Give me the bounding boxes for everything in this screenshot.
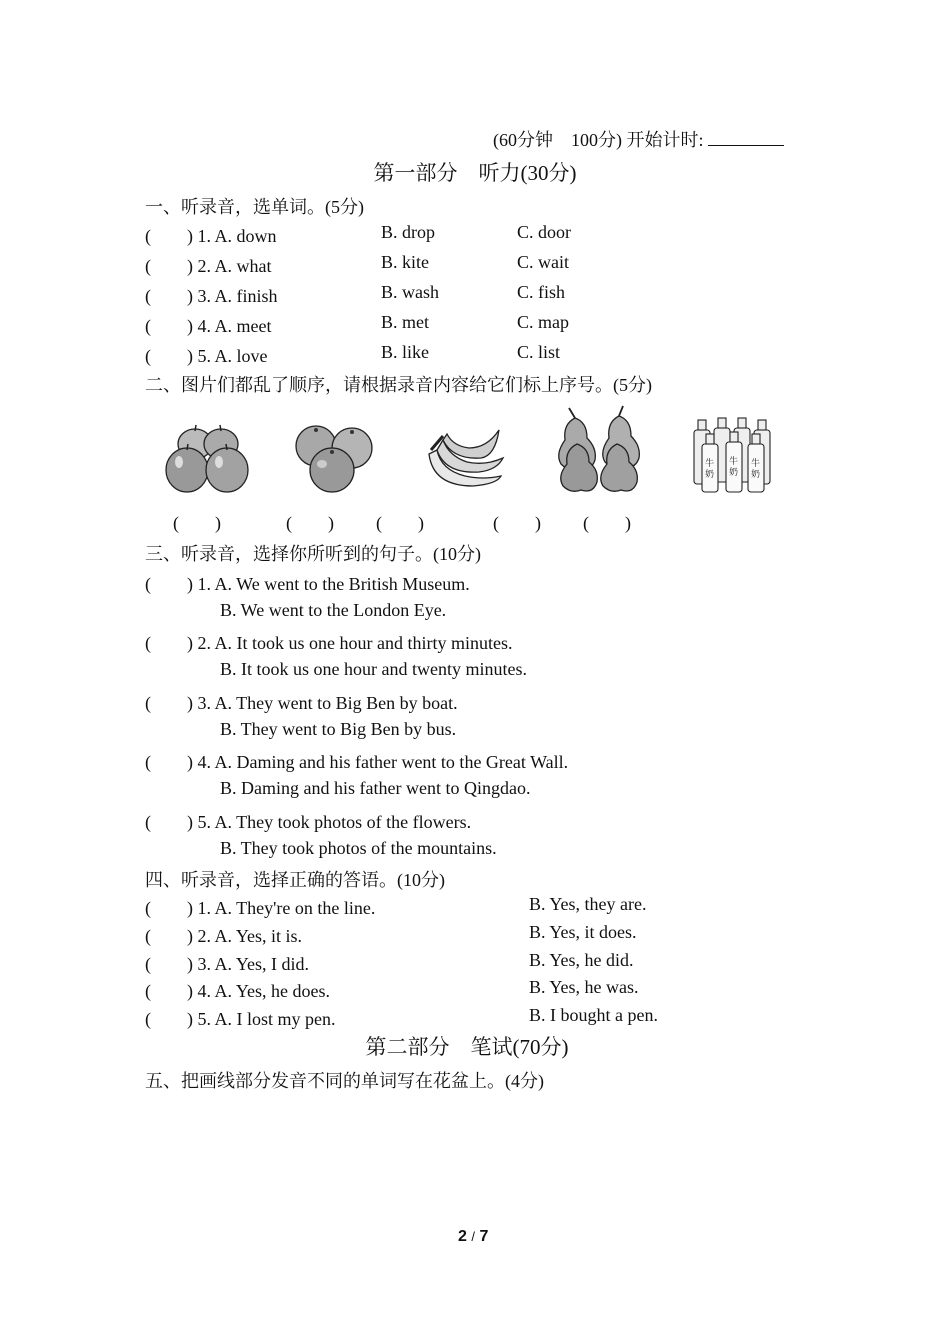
s3-q2-b: B. It took us one hour and twenty minutes. bbox=[220, 659, 527, 679]
s4-q3-a[interactable]: ( ) 3. A. Yes, I did. bbox=[145, 954, 310, 974]
s2-blank-4[interactable]: ( ) bbox=[493, 513, 541, 533]
s4-q4-b: B. Yes, he was. bbox=[529, 977, 639, 997]
s3-q5-b: B. They took photos of the mountains. bbox=[220, 838, 497, 858]
s2-blank-1[interactable]: ( ) bbox=[173, 513, 221, 533]
s2-blank-3[interactable]: ( ) bbox=[376, 513, 424, 533]
s1-q3[interactable]: ( ) 3. A. finish bbox=[145, 286, 278, 306]
s4-q4-a[interactable]: ( ) 4. A. Yes, he does. bbox=[145, 981, 331, 1001]
page-current: 2 bbox=[458, 1228, 467, 1245]
oranges-picture bbox=[290, 422, 376, 496]
part1-title: 第一部分 听力(30分) bbox=[373, 161, 577, 185]
s1-q1-b: B. drop bbox=[381, 222, 435, 242]
s1-q4-c: C. map bbox=[517, 312, 569, 332]
time-score-label: (60分钟 100分) 开始计时: bbox=[493, 130, 708, 150]
s3-title: 三、听录音，选择你所听到的句子。(10分) bbox=[145, 544, 481, 564]
page-separator: / bbox=[471, 1229, 475, 1244]
s1-q2-b: B. kite bbox=[381, 252, 429, 272]
s4-q3-b: B. Yes, he did. bbox=[529, 950, 634, 970]
page-total: 7 bbox=[479, 1228, 489, 1245]
svg-text:奶: 奶 bbox=[705, 470, 715, 480]
s3-q1-a[interactable]: ( ) 1. A. We went to the British Museum. bbox=[145, 574, 470, 594]
s2-blank-2[interactable]: ( ) bbox=[286, 513, 334, 533]
s3-q1-b: B. We went to the London Eye. bbox=[220, 600, 447, 620]
page-number bbox=[458, 1228, 488, 1246]
s4-q2-a[interactable]: ( ) 2. A. Yes, it is. bbox=[145, 926, 303, 946]
pears-picture bbox=[553, 404, 641, 496]
svg-text:牛: 牛 bbox=[729, 457, 739, 467]
exam-header bbox=[493, 126, 784, 152]
s1-q5-c: C. list bbox=[517, 342, 561, 362]
s3-q4-b: B. Daming and his father went to Qingdao. bbox=[220, 778, 531, 798]
milk-bottles-picture bbox=[688, 414, 776, 496]
s1-q2[interactable]: ( ) 2. A. what bbox=[145, 256, 272, 276]
s4-q1-b: B. Yes, they are. bbox=[529, 894, 647, 914]
svg-text:奶: 奶 bbox=[729, 468, 739, 478]
s4-title: 四、听录音，选择正确的答语。(10分) bbox=[145, 870, 445, 890]
s1-q4[interactable]: ( ) 4. A. meet bbox=[145, 316, 272, 336]
bananas-picture bbox=[423, 424, 509, 494]
s1-q2-c: C. wait bbox=[517, 252, 569, 272]
s3-q3-b: B. They went to Big Ben by bus. bbox=[220, 719, 457, 739]
s1-q5-b: B. like bbox=[381, 342, 429, 362]
s1-q4-b: B. met bbox=[381, 312, 429, 332]
s3-q3-a[interactable]: ( ) 3. A. They went to Big Ben by boat. bbox=[145, 693, 458, 713]
svg-text:牛: 牛 bbox=[705, 459, 715, 469]
s3-q2-a[interactable]: ( ) 2. A. It took us one hour and thirty minutes. bbox=[145, 633, 513, 653]
s1-q3-c: C. fish bbox=[517, 282, 566, 302]
s4-q1-a[interactable]: ( ) 1. A. They're on the line. bbox=[145, 898, 376, 918]
s1-q1-c: C. door bbox=[517, 222, 571, 242]
s4-q5-a[interactable]: ( ) 5. A. I lost my pen. bbox=[145, 1009, 336, 1029]
s1-title: 一、听录音，选单词。(5分) bbox=[145, 197, 364, 217]
s2-title: 二、图片们都乱了顺序，请根据录音内容给它们标上序号。(5分) bbox=[145, 375, 652, 395]
s2-blank-5[interactable]: ( ) bbox=[583, 513, 631, 533]
s3-q5-a[interactable]: ( ) 5. A. They took photos of the flowers. bbox=[145, 812, 472, 832]
s4-q2-b: B. Yes, it does. bbox=[529, 922, 637, 942]
svg-text:奶: 奶 bbox=[751, 470, 761, 480]
s3-q4-a[interactable]: ( ) 4. A. Daming and his father went to the Great Wall. bbox=[145, 752, 569, 772]
start-time-blank[interactable] bbox=[708, 131, 784, 146]
s1-q1[interactable]: ( ) 1. A. down bbox=[145, 226, 277, 246]
s1-q3-b: B. wash bbox=[381, 282, 439, 302]
svg-text:牛: 牛 bbox=[751, 459, 761, 469]
part2-title: 第二部分 笔试(70分) bbox=[365, 1035, 569, 1059]
s5-title: 五、把画线部分发音不同的单词写在花盆上。(4分) bbox=[145, 1071, 544, 1091]
apples-picture bbox=[165, 422, 251, 496]
s1-q5[interactable]: ( ) 5. A. love bbox=[145, 346, 268, 366]
s4-q5-b: B. I bought a pen. bbox=[529, 1005, 658, 1025]
